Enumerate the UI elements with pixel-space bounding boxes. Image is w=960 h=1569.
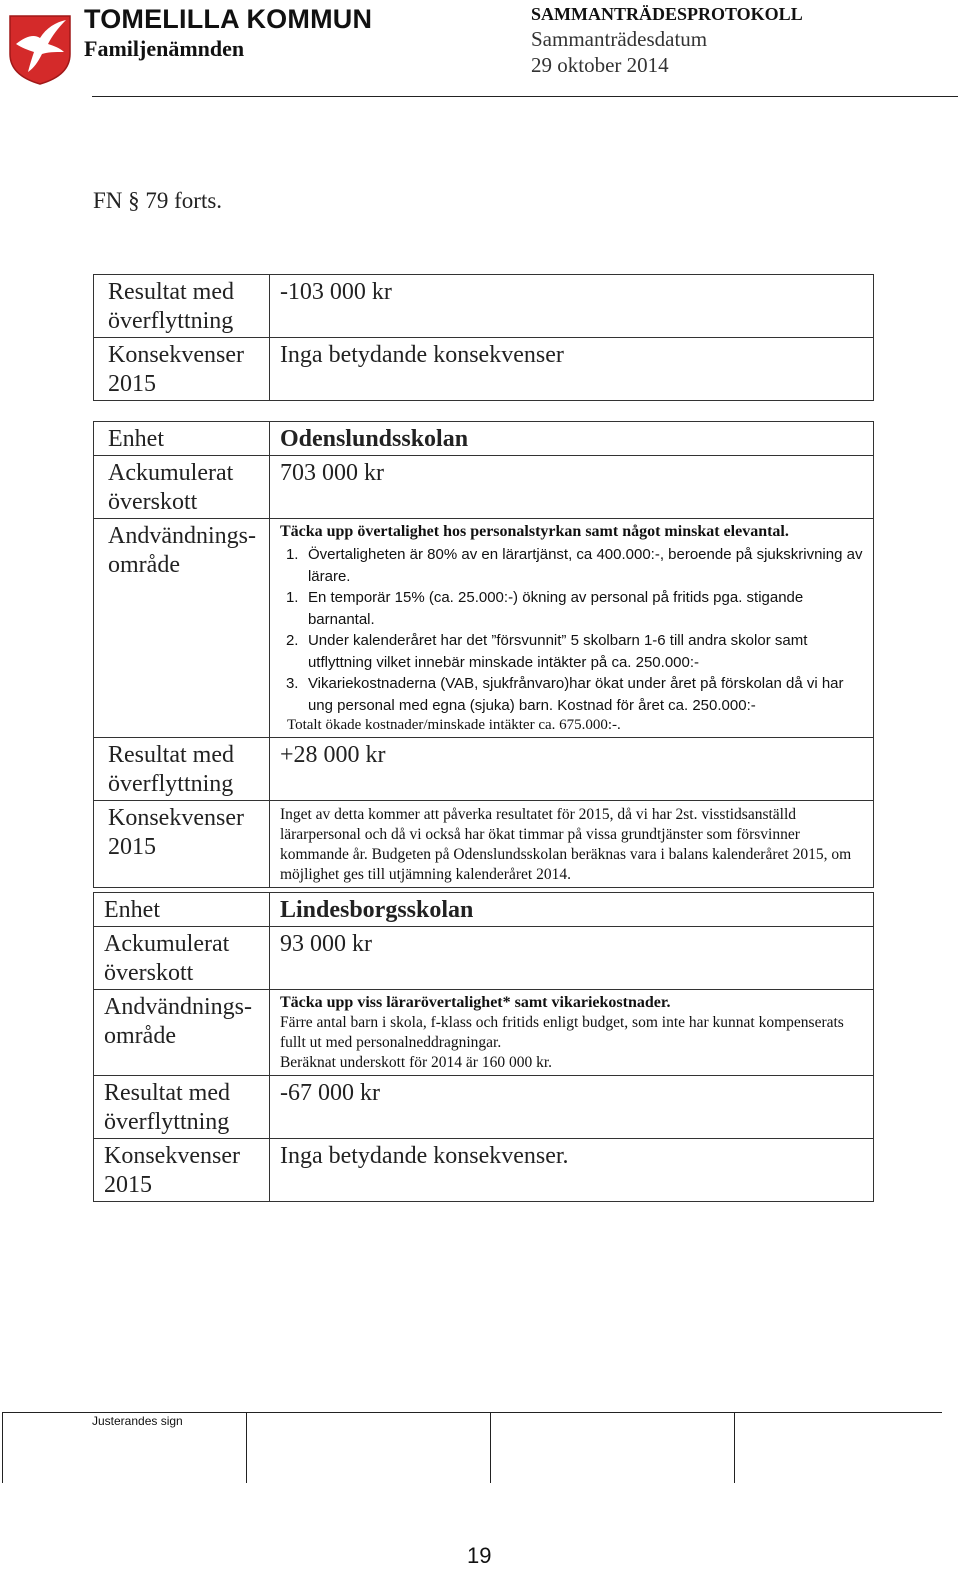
signature-cell <box>734 1413 735 1483</box>
consequences-value: Inga betydande konsekvenser <box>269 338 873 401</box>
usage-lead: Täcka upp viss lärarövertalighet* samt vikariekostnader. <box>279 994 671 1011</box>
result-label: Resultat med överflyttning <box>94 738 270 801</box>
usage-label: Andvändnings-område <box>94 519 270 738</box>
usage-label: Andvändnings-område <box>94 990 270 1076</box>
header-divider <box>92 96 958 97</box>
usage-text: Färre antal barn i skola, f-klass och fritids enligt budget, som inte har kunnat kompenserats fullt ut med personalneddragningar. <box>279 1014 844 1051</box>
section-reference: FN § 79 forts. <box>93 188 223 213</box>
usage-note: Beräknat underskott för 2014 är 160 000 kr. <box>279 1054 553 1071</box>
result-value: +28 000 kr <box>269 738 873 801</box>
result-value: -103 000 kr <box>269 275 873 338</box>
department-name: Familjenämnden <box>84 36 245 61</box>
unit-table-lindesborg <box>93 892 874 1202</box>
unit-label: Enhet <box>94 422 270 456</box>
signature-label: Justerandes sign <box>92 1414 183 1428</box>
list-item: 2. Under kalenderåret har det ”försvunnit” 5 skolbarn 1-6 till andra skolor samt utflyttning vilket innebär minskade intäkter på ca. 250.000:- <box>285 632 808 671</box>
table-row <box>94 275 874 338</box>
unit-label: Enhet <box>94 893 270 927</box>
table-row <box>94 893 874 927</box>
table-row <box>94 338 874 401</box>
signature-cell <box>246 1413 247 1483</box>
coat-of-arms-bird-icon <box>8 14 72 86</box>
consequences-label: Konsekvenser 2015 <box>94 1139 270 1202</box>
document-type: SAMMANTRÄDESPROTOKOLL <box>531 4 803 24</box>
usage-lead: Täcka upp övertalighet hos personalstyrkan samt något minskat elevantal. <box>279 523 789 540</box>
usage-cell <box>269 519 873 738</box>
unit-name: Lindesborgsskolan <box>269 893 873 927</box>
page-number: 19 <box>467 1543 492 1568</box>
consequences-label: Konsekvenser 2015 <box>94 801 270 888</box>
result-value: -67 000 kr <box>269 1076 873 1139</box>
consequences-text: Inget av detta kommer att påverka resultatet för 2015, då vi har 2st. visstidsanställd lärarpersonal och då vi också har ökat timmar på vissa grundtjänster som försvinner kommande år. Budgeten på Odenslundsskolan beräknas vara i balans kalenderåret 2015, om möjlighet ges till utjämning kalenderåret 2014. <box>279 806 852 883</box>
usage-total: Totalt ökade kostnader/minskade intäkter ca. 675.000:-. <box>286 717 621 733</box>
usage-cell <box>269 990 873 1076</box>
table-row <box>94 990 874 1076</box>
table-row <box>94 927 874 990</box>
table-row <box>94 519 874 738</box>
table-row <box>94 456 874 519</box>
table-row <box>94 422 874 456</box>
signature-cell <box>490 1413 491 1483</box>
list-item: 1. Övertaligheten är 80% av en lärartjänst, ca 400.000:-, beroende på sjukskrivning av lärare. <box>285 546 863 585</box>
table-row <box>94 738 874 801</box>
unit-name: Odenslundsskolan <box>269 422 873 456</box>
surplus-label: Ackumulerat överskott <box>94 927 270 990</box>
table-row <box>94 801 874 888</box>
result-label: Resultat med överflyttning <box>94 275 270 338</box>
surplus-value: 703 000 kr <box>269 456 873 519</box>
list-item: 3. Vikariekostnaderna (VAB, sjukfrånvaro)har ökat under året på förskolan då vi har ung personal med egna (sjuka) barn. Kostnad för året ca. 250.000:- <box>285 675 844 714</box>
date-label: Sammanträdesdatum <box>531 27 708 51</box>
org-name: TOMELILLA KOMMUN <box>84 4 373 34</box>
table-row <box>94 1076 874 1139</box>
list-item: 1. En temporär 15% (ca. 25.000:-) ökning av personal på fritids pga. stigande barnantal. <box>285 589 804 628</box>
surplus-value: 93 000 kr <box>269 927 873 990</box>
consequences-cell <box>269 801 873 888</box>
surplus-label: Ackumulerat överskott <box>94 456 270 519</box>
usage-list <box>280 544 863 716</box>
table-row <box>94 1139 874 1202</box>
result-table-1 <box>93 274 874 401</box>
consequences-label: Konsekvenser 2015 <box>94 338 270 401</box>
date-value: 29 oktober 2014 <box>531 53 669 77</box>
unit-table-odenslund <box>93 421 874 888</box>
result-label: Resultat med överflyttning <box>94 1076 270 1139</box>
signature-cell <box>2 1413 3 1483</box>
consequences-value: Inga betydande konsekvenser. <box>269 1139 873 1202</box>
